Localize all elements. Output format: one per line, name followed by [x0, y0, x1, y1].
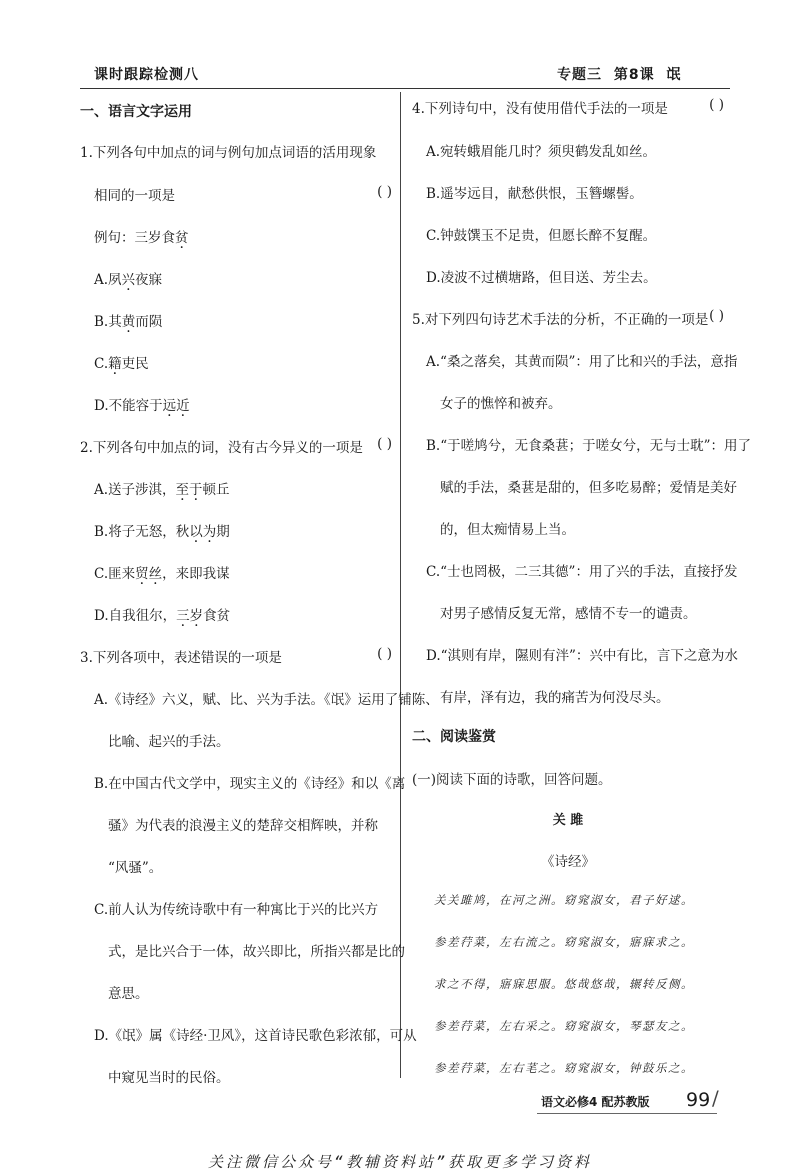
q5-option-c-line2: 对男子感情反复无常，感情不专一的谴责。	[440, 606, 697, 622]
q5-answer-paren: ( )	[709, 308, 724, 324]
q3-option-d-line1: D.《氓》属《诗经·卫风》，这首诗民歌色彩浓郁，可从	[94, 1028, 417, 1044]
q2-a-dotted-1: 至	[175, 482, 190, 498]
q5-option-c-line1: C.“士也罔极，二三其德”：用了兴的手法，直接抒发	[426, 564, 738, 580]
q2-answer-paren: ( )	[377, 436, 392, 452]
q1-b-prefix: B.其	[94, 314, 122, 330]
q1-a-prefix: A.	[94, 272, 109, 288]
q2-b-dotted-2: 为	[202, 524, 217, 540]
q5-option-a-line2: 女子的憔悴和被弃。	[440, 396, 562, 412]
q3-option-b-line3: “风骚”。	[108, 860, 163, 876]
footer-rule	[537, 1113, 717, 1114]
q5-option-d-line1: D.“淇则有岸，隰则有泮”：兴中有比，言下之意为水	[426, 648, 738, 664]
q1-a-dotted: 兴	[121, 272, 136, 288]
q5-option-b-line3: 的，但太痴情易上当。	[440, 522, 575, 538]
q1-option-d	[94, 394, 190, 414]
q2-a-dotted-2: 于	[189, 482, 203, 498]
reading-intro: (一)阅读下面的诗歌，回答问题。	[412, 772, 612, 788]
q4-answer-paren: ( )	[709, 97, 724, 113]
q5-option-b-line2: 赋的手法，桑葚是甜的，但多吃易醉；爱情是美好	[440, 480, 737, 496]
q2-d-dotted-1: 三	[176, 608, 190, 624]
q1-a-post: 夜寐	[135, 272, 163, 288]
q4-option-a: A.宛转蛾眉能几时？须臾鹤发乱如丝。	[426, 144, 657, 160]
q2-c-dotted-1: 贸	[135, 566, 149, 582]
q4-option-d: D.凌波不过横塘路，但目送、芳尘去。	[426, 270, 657, 286]
q1-option-a	[94, 268, 162, 288]
q1-d-dotted-2: 近	[176, 398, 190, 414]
header-rule	[80, 88, 730, 89]
poem-line: 参差荇菜，左右流之。窈窕淑女，寤寐求之。	[434, 935, 694, 949]
q2-option-c	[94, 562, 230, 582]
footer-book-title: 语文必修4 配苏教版	[541, 1095, 650, 1109]
q1-c-dotted: 籍	[108, 356, 122, 372]
q3-option-c-line2: 式，是比兴合于一体，故兴即比，所指兴都是比的	[108, 944, 405, 960]
page-number: 99	[686, 1089, 711, 1111]
q1-option-b	[94, 310, 162, 330]
section-title-1: 一、语言文字运用	[80, 104, 192, 120]
q2-d-dotted-2: 岁	[189, 608, 204, 624]
q3-option-a-line1: A.《诗经》六义，赋、比、兴为手法。《氓》运用了铺陈、	[94, 692, 439, 708]
q2-c-prefix: C.匪来	[94, 566, 136, 582]
q1-example-text: 例句：三岁食	[94, 230, 175, 246]
q1-stem-line2: 相同的一项是	[94, 188, 175, 204]
q1-c-prefix: C.	[94, 356, 109, 372]
q3-option-d-line2: 中窥见当时的民俗。	[108, 1070, 230, 1086]
q2-d-prefix: D.自我徂尔，	[94, 608, 177, 624]
q5-option-d-line2: 有岸，泽有边，我的痛苦为何没尽头。	[440, 690, 670, 706]
q2-b-dotted-1: 以	[189, 524, 203, 540]
poem-title: 关 雎	[552, 813, 584, 828]
promo-watermark: 关注微信公众号“教辅资料站”获取更多学习资料	[207, 1153, 593, 1171]
q5-stem: 5.对下列四句诗艺术手法的分析，不正确的一项是	[412, 312, 709, 328]
section-title-2: 二、阅读鉴赏	[412, 729, 496, 745]
q1-a-pre: 夙	[108, 272, 122, 288]
q2-stem: 2.下列各句中加点的词，没有古今异义的一项是	[80, 440, 363, 456]
q1-b-dotted: 黄	[121, 314, 136, 330]
q3-option-c-line3: 意思。	[108, 986, 149, 1002]
q1-example	[94, 226, 189, 246]
q2-a-post: 顿丘	[202, 482, 230, 498]
q1-d-prefix: D.不能容于	[94, 398, 163, 414]
q5-option-b-line1: B.“于嗟鸠兮，无食桑葚；于嗟女兮，无与士耽”：用了	[426, 438, 752, 454]
q4-stem: 4.下列诗句中，没有使用借代手法的一项是	[412, 101, 668, 117]
q2-b-post: 期	[216, 524, 230, 540]
q1-answer-paren: ( )	[377, 184, 392, 200]
q2-c-post: ，来即我谋	[162, 566, 230, 582]
q1-option-c	[94, 352, 149, 372]
q1-stem-line1: 1.下列各句中加点的词与例句加点词语的活用现象	[80, 145, 377, 161]
q2-option-b	[94, 520, 230, 540]
q2-c-dotted-2: 丝	[148, 566, 163, 582]
q2-d-post: 食贫	[203, 608, 231, 624]
header-left-title: 课时跟踪检测八	[94, 67, 199, 83]
q3-option-b-line2: 骚》为代表的浪漫主义的楚辞交相辉映，并称	[108, 818, 378, 834]
q1-b-post: 而陨	[135, 314, 163, 330]
poem-source: 《诗经》	[541, 854, 595, 870]
q1-example-dotted: 贫	[175, 230, 189, 246]
column-divider	[400, 92, 401, 1078]
q3-stem: 3.下列各项中，表述错误的一项是	[80, 650, 282, 666]
q1-d-dotted-1: 远	[162, 398, 177, 414]
q2-option-d	[94, 604, 230, 624]
poem-line: 求之不得，寤寐思服。悠哉悠哉，辗转反侧。	[434, 977, 694, 991]
q4-option-b: B.遥岑远目，献愁供恨，玉簪螺髻。	[426, 186, 643, 202]
q3-option-c-line1: C.前人认为传统诗歌中有一种寓比于兴的比兴方	[94, 902, 379, 918]
footer-slash-mark: /	[712, 1086, 719, 1110]
q4-option-c: C.钟鼓馔玉不足贵，但愿长醉不复醒。	[426, 228, 657, 244]
poem-line: 关关雎鸠，在河之洲。窈窕淑女，君子好逑。	[434, 893, 694, 907]
q2-a-prefix: A.送子涉淇，	[94, 482, 176, 498]
poem-line: 参差荇菜，左右采之。窈窕淑女，琴瑟友之。	[434, 1019, 694, 1033]
q3-option-b-line1: B.在中国古代文学中，现实主义的《诗经》和以《离	[94, 776, 406, 792]
poem-line: 参差荇菜，左右芼之。窈窕淑女，钟鼓乐之。	[434, 1061, 694, 1075]
q3-answer-paren: ( )	[377, 646, 392, 662]
q5-option-a-line1: A.“桑之落矣，其黄而陨”：用了比和兴的手法，意指	[426, 354, 738, 370]
q2-b-prefix: B.将子无怒，秋	[94, 524, 190, 540]
q2-option-a	[94, 478, 230, 498]
q3-option-a-line2: 比喻、起兴的手法。	[108, 734, 230, 750]
q1-c-post: 吏民	[121, 356, 149, 372]
header-right-title: 专题三 第8课 氓	[557, 67, 682, 83]
